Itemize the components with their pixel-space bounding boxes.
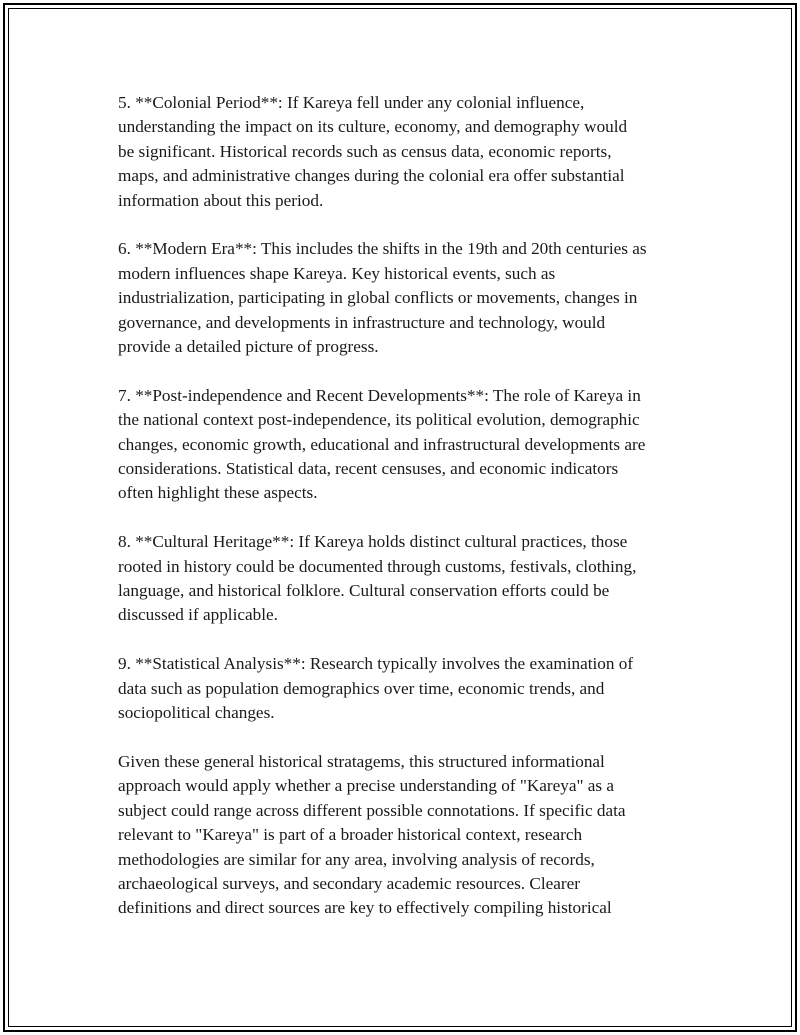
text-line: Given these general historical stratagems, this structured informational: [118, 751, 605, 771]
text-line: the national context post-independence, its political evolution, demographic: [118, 410, 640, 430]
text-line: considerations. Statistical data, recent censuses, and economic indicators: [118, 459, 619, 479]
text-line: maps, and administrative changes during the colonial era offer substantial: [118, 166, 625, 186]
text-line: 7. **Post-independence and Recent Developments**: The role of Kareya in: [118, 385, 641, 405]
text-line: information about this period.: [118, 190, 324, 210]
text-line: subject could range across different possible connotations. If specific data: [118, 800, 626, 820]
text-line: archaeological surveys, and secondary academic resources. Clearer: [118, 873, 580, 893]
text-line: changes, economic growth, educational and infrastructural developments are: [118, 434, 646, 454]
text-line: 8. **Cultural Heritage**: If Kareya holds distinct cultural practices, those: [118, 532, 628, 552]
text-line: rooted in history could be documented through customs, festivals, clothing,: [118, 556, 637, 576]
paragraph-modern-era: [118, 237, 696, 359]
text-line: definitions and direct sources are key to effectively compiling historical: [118, 898, 612, 918]
document-body: [118, 91, 696, 945]
paragraph-cultural-heritage: [118, 530, 696, 628]
text-line: relevant to "Kareya" is part of a broader historical context, research: [118, 825, 583, 845]
text-line: 6. **Modern Era**: This includes the shifts in the 19th and 20th centuries as: [118, 239, 647, 259]
text-line: methodologies are similar for any area, involving analysis of records,: [118, 849, 595, 869]
text-line: often highlight these aspects.: [118, 483, 318, 503]
text-line: approach would apply whether a precise understanding of "Kareya" as a: [118, 776, 615, 796]
paragraph-colonial-period: [118, 91, 696, 213]
text-line: be significant. Historical records such as census data, economic reports,: [118, 141, 612, 161]
paragraph-conclusion: [118, 750, 696, 921]
text-line: language, and historical folklore. Cultural conservation efforts could be: [118, 581, 610, 601]
paragraph-statistical-analysis: [118, 652, 696, 725]
text-line: data such as population demographics over time, economic trends, and: [118, 678, 605, 698]
text-line: understanding the impact on its culture, economy, and demography would: [118, 117, 628, 137]
text-line: 5. **Colonial Period**: If Kareya fell under any colonial influence,: [118, 93, 585, 112]
text-line: modern influences shape Kareya. Key historical events, such as: [118, 263, 556, 283]
text-line: provide a detailed picture of progress.: [118, 337, 379, 357]
paragraph-post-independence: [118, 384, 696, 506]
text-line: 9. **Statistical Analysis**: Research typically involves the examination of: [118, 654, 634, 674]
text-line: governance, and developments in infrastructure and technology, would: [118, 312, 606, 332]
text-line: discussed if applicable.: [118, 605, 278, 625]
text-line: industrialization, participating in global conflicts or movements, changes in: [118, 288, 638, 308]
text-line: sociopolitical changes.: [118, 703, 275, 723]
